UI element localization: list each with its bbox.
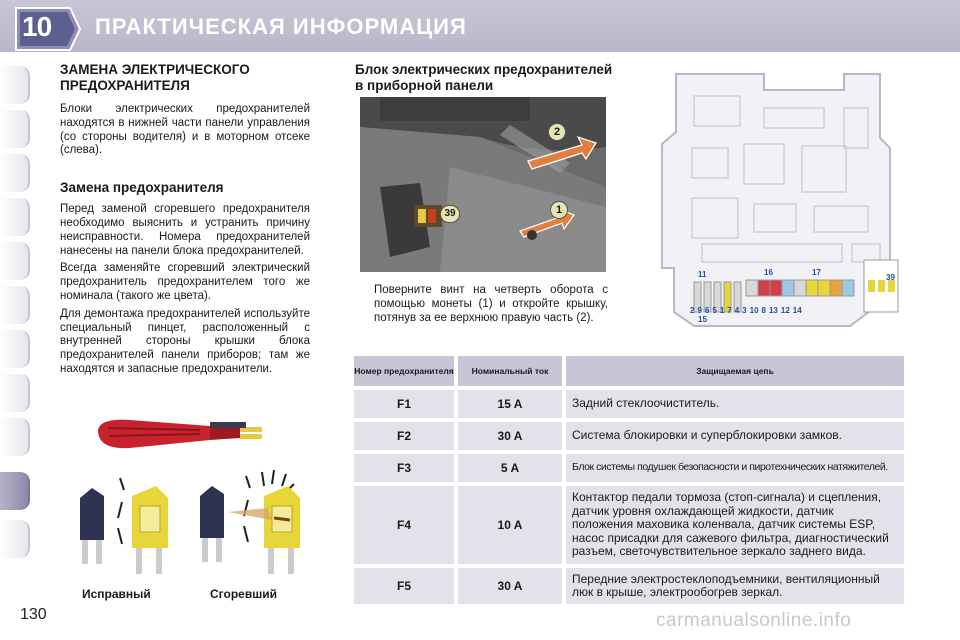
fuse-amperage: 5 A [458,454,562,482]
table-row [354,422,904,450]
fuse-circuit: Контактор педали тормоза (стоп-сигнала) и сцепления, датчик уровня охлаждающей жидкости, датчик положения маховика коленвала, датчик системы ESP, насос присадки для сажевого фильтра, диагностический разъем, светочувствительное зеркало заднего вида. [566,486,904,564]
table-row [354,390,904,418]
label-9: 9 [697,306,702,315]
fuse-good-image [60,468,180,580]
side-tab-1[interactable] [0,66,30,104]
label-17: 17 [812,268,821,277]
left-column [60,62,310,381]
label-5: 5 [712,306,717,315]
intro-paragraph: Блоки электрических предохранителей находятся в нижней части панели управления (со стороны водителя) и в моторном отсеке (слева). [60,103,310,157]
label-1: 1 [719,306,725,315]
label-2: 2 [690,306,695,315]
subsection-title: Замена предохранителя [60,180,224,196]
label-13: 13 [768,306,778,315]
header-rated-current: Номинальный ток [458,356,562,386]
page-title: ПРАКТИЧЕСКАЯ ИНФОРМАЦИЯ [95,14,467,39]
side-tab-2[interactable] [0,110,30,148]
fuse-puller-image [90,400,270,470]
fusebox-diagram [654,68,904,330]
side-tab-8[interactable] [0,374,30,412]
label-10: 10 [749,306,759,315]
label-12: 12 [780,306,790,315]
fuse-amperage: 10 A [458,486,562,564]
side-tab-3[interactable] [0,154,30,192]
side-tab-4[interactable] [0,198,30,236]
fuse-blown-image [190,462,320,580]
fuse-amperage: 30 A [458,568,562,604]
fuse-circuit: Задний стеклоочиститель. [566,390,904,418]
side-tab-5[interactable] [0,242,30,280]
watermark: carmanualsonline.info [656,610,852,631]
label-6: 6 [704,306,710,315]
paragraph-3: Для демонтажа предохранителей используйте специальный пинцет, расположенный с внутренней стороны крышки блока предохранителей панели приборов; там же находятся и запасные предохранители. [60,307,310,375]
side-tab-10-active[interactable] [0,472,30,510]
label-15: 15 [698,315,707,324]
chapter-number: 10 [22,11,52,42]
label-39: 39 [886,273,895,282]
fuse-circuit: Передние электростеклоподъемники, вентиляционный люк в крыше, электрообогрев зеркал. [566,568,904,604]
paragraph-2: Всегда заменяйте сгоревший электрический предохранитель предохранителем того же номинала (такого же цвета). [60,262,310,302]
fuse-number: F4 [354,486,454,564]
caption-blown-fuse: Сгоревший [210,587,277,601]
table-row [354,568,904,604]
fuse-circuit: Система блокировки и суперблокировки замков. [566,422,904,450]
header-fuse-number: Номер предохранителя [354,356,454,386]
fuse-amperage: 15 A [458,390,562,418]
section-title: ЗАМЕНА ЭЛЕКТРИЧЕСКОГО ПРЕДОХРАНИТЕЛЯ [60,62,250,93]
fuse-number: F2 [354,422,454,450]
fusebox-title: Блок электрических предохранителей в приборной панели [355,62,613,93]
instruction-block [356,284,608,325]
table-row [354,454,904,482]
fuse-table [354,356,904,608]
side-tab-7[interactable] [0,330,30,368]
photo-label-1: 1 [550,201,568,219]
label-8: 8 [761,306,766,315]
fuse-number: F3 [354,454,454,482]
caption-good-fuse: Исправный [82,587,151,601]
label-7: 7 [727,306,732,315]
paragraph-1: Перед заменой сгоревшего предохранителя необходимо выяснить и устранить причину неисправности. Номера предохранителей нанесены на панели блока предохранителей. [60,203,310,257]
label-11: 11 [698,270,707,279]
side-tab-9[interactable] [0,418,30,456]
label-14: 14 [792,306,802,315]
header-protected-circuit: Защищаемая цепь [566,356,904,386]
page-header [0,0,960,52]
label-4: 4 [734,306,740,315]
instruction-text: Поверните винт на четверть оборота с помощью монеты (1) и откройте крышку, потянув за ее верхнюю правую часть (2). [374,284,608,324]
side-tabs [0,52,38,582]
side-tab-6[interactable] [0,286,30,324]
label-16: 16 [764,268,773,277]
page-number: 130 [20,606,47,623]
fuse-number: F1 [354,390,454,418]
photo-label-2: 2 [548,123,566,141]
fuse-number: F5 [354,568,454,604]
table-row [354,486,904,564]
table-header-row [354,356,904,386]
fuse-amperage: 30 A [458,422,562,450]
side-tab-11[interactable] [0,520,30,558]
label-3: 3 [742,306,747,315]
fuse-circuit: Блок системы подушек безопасности и пиротехнических натяжителей. [566,454,904,482]
photo-label-39: 39 [440,205,460,223]
dashboard-photo [360,97,606,272]
